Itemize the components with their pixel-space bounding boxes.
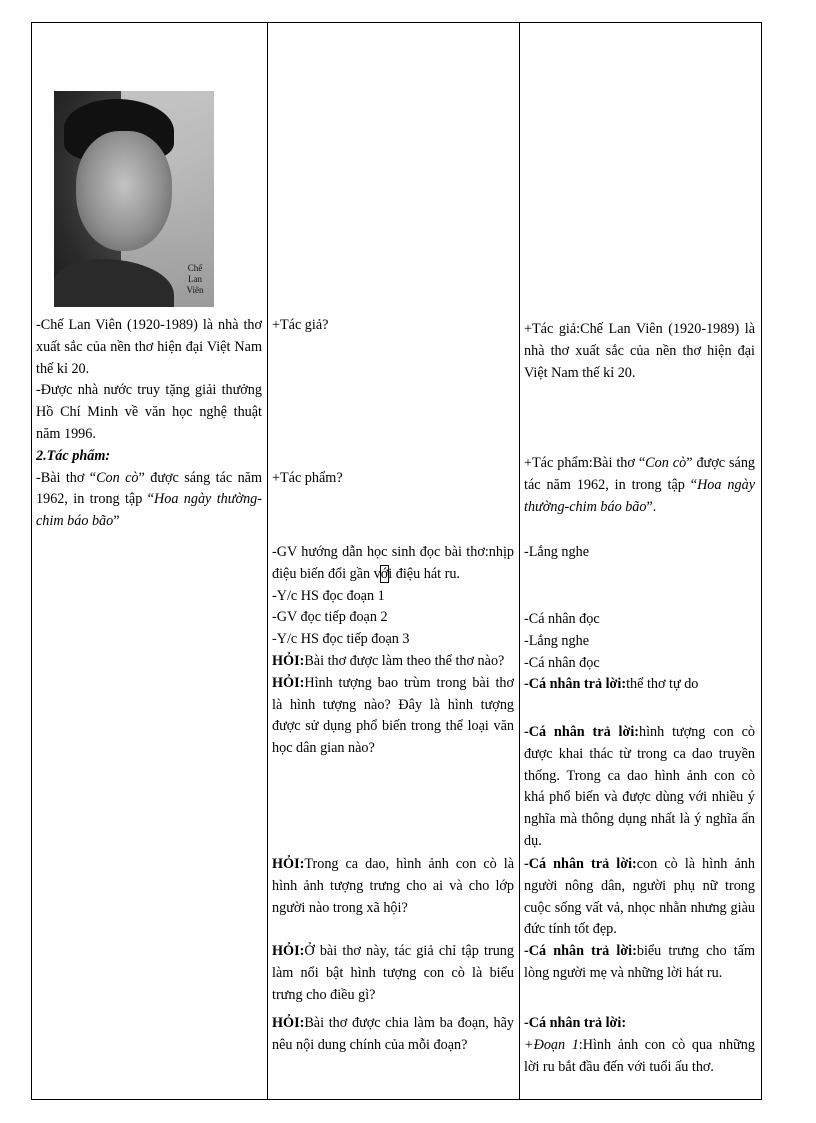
answer-author: +Tác giả:Chế Lan Viên (1920-1989) là nhà thơ xuất sắc của nền thơ hiện đại Việt Nam thế kỉ 20.	[524, 321, 755, 381]
student-step-1: -Cá nhân đọc	[524, 611, 600, 627]
question-2: HỎI:Hình tượng bao trùm trong bài thơ là hình tượng nào? Đây là hình tượng được sử dụng phổ biến trong thể loại văn học dân gian nào?	[272, 674, 514, 757]
author-info	[36, 315, 262, 533]
question-4: HỎI:Ở bài thơ này, tác giả chỉ tập trung làm nổi bật hình tượng con cò là biểu trưng cho điều gì?	[272, 943, 514, 1003]
question-1: HỎI:Bài thơ được làm theo thể thơ nào?	[272, 652, 505, 669]
section-heading: 2.Tác phẩm:	[36, 447, 111, 464]
answer-5: -Cá nhân trả lời: +Đoạn 1:Hình ảnh con cò qua những lời ru bắt đầu đến với tuổi ấu thơ.	[524, 1013, 755, 1078]
question-5: HỎI:Bài thơ được chia làm ba đoạn, hãy nêu nội dung chính của mỗi đoạn?	[272, 1015, 514, 1053]
author-portrait	[54, 91, 214, 307]
student-steps	[524, 609, 755, 696]
student-step-3: -Cá nhân đọc	[524, 654, 600, 671]
teacher-column	[268, 23, 519, 1099]
part-1: +Đoạn 1:Hình ảnh con cò qua những lời ru bắt đầu đến với tuổi ấu thơ.	[524, 1036, 755, 1075]
student-listen: -Lắng nghe	[524, 544, 590, 560]
question-3: HỎI:Trong ca dao, hình ảnh con cò là hình ảnh tượng trưng cho ai và cho lớp người nào trong xã hội?	[272, 856, 514, 916]
answer-work: +Tác phẩm:Bài thơ “Con cò” được sáng tác năm 1962, in trong tập “Hoa ngày thường-chim báo bão”.	[524, 455, 756, 515]
portrait-caption: Chế Lan Viên	[186, 263, 204, 295]
teacher-activities	[272, 542, 514, 760]
author-line-2: -Được nhà nước truy tặng giải thưởng Hồ Chí Minh về văn học nghệ thuật năm 1996.	[36, 382, 262, 442]
lesson-table	[31, 22, 762, 1100]
answer-3: -Cá nhân trả lời:con cò là hình ảnh người nông dân, người phụ nữ trong cuộc sống vất vả, nhọc nhằn nhưng giàu đức tính tốt đẹp.	[524, 856, 755, 938]
answer-4: -Cá nhân trả lời:biểu trưng cho tấm lòng người mẹ và những lời hát ru.	[524, 943, 755, 981]
student-column	[520, 23, 761, 1099]
student-step-2: -Lắng nghe	[524, 632, 590, 649]
content-column	[32, 23, 267, 1099]
answer-1: -Cá nhân trả lời:thể thơ tự do	[524, 676, 699, 693]
reading-step-1: -Y/c HS đọc đoạn 1	[272, 587, 385, 604]
question-author: +Tác giả?	[272, 317, 329, 333]
reading-step-2: -GV đọc tiếp đoạn 2	[272, 609, 388, 626]
reading-step-3: -Y/c HS đọc tiếp đoạn 3	[272, 631, 410, 648]
author-line-1: -Chế Lan Viên (1920-1989) là nhà thơ xuất sắc của nền thơ hiện đại Việt Nam thế kỉ 20.	[36, 317, 262, 377]
work-info: -Bài thơ “Con cò” được sáng tác năm 1962, in trong tập “Hoa ngày thường-chim báo bão”	[36, 469, 262, 530]
question-work: +Tác phẩm?	[272, 470, 343, 486]
answer-2: -Cá nhân trả lời:hình tượng con cò được khai thác từ trong ca dao truyền thống. Trong ca dao hình ảnh con cò khá phổ biến và được dùng với nhiều ý nghĩa mà thông dụng nhất là ý nghĩa ẩn dụ.	[524, 724, 755, 849]
reading-instruction: -GV hướng dẫn học sinh đọc bài thơ:nhịp điệu biến đổi gần với điệu hát ru.	[272, 544, 514, 582]
